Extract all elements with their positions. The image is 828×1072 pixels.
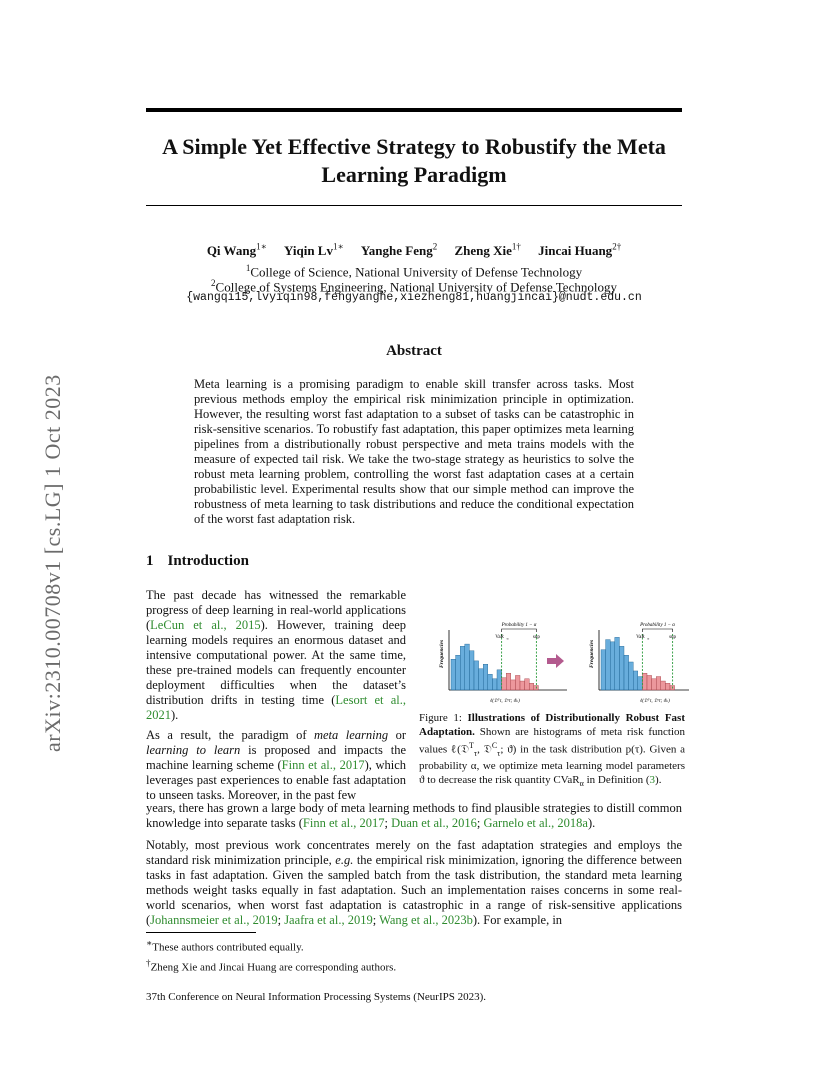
probability-brace — [502, 629, 537, 632]
title-bottom-rule — [146, 205, 682, 206]
author-emails: {wangqi15,lvyiqin98,fengyanghe,xiezheng81,huangjincai}@nudt.edu.cn — [186, 291, 642, 304]
histogram-bar-blue — [619, 646, 624, 690]
histogram-bar-red — [656, 677, 661, 690]
footnotes — [146, 936, 396, 975]
definition-ref-link[interactable]: 3 — [649, 773, 656, 786]
histogram-bar-red — [647, 675, 652, 690]
paper-title-line-2: Learning Paradigm — [321, 162, 507, 187]
var-label-subscript: α — [647, 636, 650, 641]
author: Zheng Xie$^{1\dagger}$ — [454, 242, 521, 259]
intro-paragraph-2: As a result, the paradigm of meta learning or learning to learn is proposed and impacts the machine learning scheme (Finn et al., 2017), which leverages past experiences to enable fast adaptation to unseen tasks. Moreover, in the past few — [146, 728, 406, 802]
probability-brace — [642, 629, 672, 632]
paper-title-line-1: A Simple Yet Effective Strategy to Robustify the Meta — [162, 134, 666, 159]
intro-paragraph-2-continued: years, there has grown a large body of meta learning methods to find plausible strategies to distill common knowledge into separate tasks (Finn et al., 2017; Duan et al., 2016; Garnelo et al., 2018a). — [146, 801, 682, 830]
histogram-bar-blue — [474, 661, 479, 690]
histogram-bar-blue — [629, 662, 634, 690]
footnote-2: †Zheng Xie and Jincai Huang are corresponding authors. — [146, 957, 397, 974]
figure-1-caption: Figure 1: Illustrations of Distributionally Robust Fast Adaptation. Shown are histograms of meta risk function values ℓ(𝔇$^T_\tau$, 𝔇$^C_\tau$; ϑ) in the task distribution p(τ). Given a probability α, we optimize meta learning model parameters ϑ to decrease the risk quantity CVaR$_\alpha$ in Definition (3). — [419, 712, 685, 789]
affiliation-1: $^1$College of Science, National University of Defense Technology — [245, 263, 583, 280]
histogram-bar-blue — [497, 670, 502, 690]
paper-title — [130, 133, 698, 189]
histogram-bar-blue — [633, 671, 638, 690]
sup-label: sup — [669, 635, 677, 640]
histogram-bar-red — [515, 675, 520, 690]
histogram-bar-red — [511, 680, 516, 690]
var-label: VaR — [636, 635, 645, 640]
x-axis-label: ℓ(𝔇ᵀτ, 𝔇ᶜτ; ϑₖ) — [640, 699, 670, 704]
arrow-shape — [547, 654, 564, 668]
affiliation-2: $^2$College of Systems Engineering, National University of Defense Technology — [211, 278, 617, 295]
footnote-rule — [146, 932, 256, 933]
citation-link[interactable]: LeCun et al., 2015 — [150, 618, 261, 632]
sup-label: sup — [532, 635, 540, 640]
abstract-text: Meta learning is a promising paradigm to enable skill transfer across tasks. Most previous methods employ the empirical risk minimization principle in optimization. However, the resulting worst fast adaptation to a subset of tasks can be catastrophic in risk-sensitive scenarios. To robustify fast adaptation, this paper optimizes meta learning pipelines from a distributionally robust perspective and meta trains models with the measure of expected tail risk. We take the two-stage strategy as heuristics to solve the robust meta learning problem, controlling the worst fast adaptation cases at a certain probabilistic level. Experimental results show that our simple method can improve the robustness of meta learning to task distributions and reduce the conditional expectation of the worst fast adaptation risk. — [194, 377, 634, 526]
citation-link[interactable]: Finn et al., 2017 — [302, 816, 385, 830]
histogram-bar-blue — [460, 646, 465, 690]
histogram-bar-blue — [469, 651, 474, 690]
author: Jincai Huang$^{2\dagger}$ — [538, 242, 622, 259]
section-heading: 1 Introduction — [146, 553, 249, 569]
author-list — [130, 242, 698, 259]
author: Yiqin $Lv^{1∗}$ — [283, 242, 344, 259]
histogram-bar-red — [529, 683, 534, 690]
author: Qi Wang$^{1∗}$ — [206, 242, 267, 259]
histogram-bar-blue — [624, 655, 629, 690]
histogram-bar-blue — [465, 644, 470, 690]
citation-link[interactable]: Garnelo et al., 2018a — [483, 816, 588, 830]
y-axis-label: Frequencies — [439, 639, 445, 668]
intro-paragraph-3: Notably, most previous work concentrates merely on the fast adaptation strategies and employs the standard risk minimization principle, e.g. the empirical risk minimization, ignoring the difference between tasks in fast adaptation. Given the sampled batch from the task distribution, the standard meta learning methods weight tasks equally in fast adaptation. Such an implementation raises concerns in some real-world scenarios, when worst fast adaptation is catastrophic in a range of risk-sensitive applications (Johannsmeier et al., 2019; Jaafra et al., 2019; Wang et al., 2023b). For example, in — [146, 838, 682, 927]
histogram-panel-after — [589, 623, 689, 704]
abstract-heading: Abstract — [386, 343, 442, 359]
citation-link[interactable]: Lesort et al., 2021 — [146, 693, 406, 722]
histogram-bar-red — [520, 681, 525, 690]
footnote-1: ∗These authors contributed equally. — [146, 938, 304, 954]
y-axis-label: Frequencies — [589, 639, 595, 668]
author: Yanghe Feng$^2$ — [360, 242, 438, 259]
transition-arrow-icon — [547, 654, 564, 668]
histogram-bar-red — [661, 681, 666, 690]
histogram-bar-red — [642, 673, 647, 690]
histogram-bar-red — [525, 679, 530, 690]
citation-link[interactable]: Jaafra et al., 2019 — [284, 913, 373, 927]
histogram-bar-blue — [479, 669, 484, 690]
citation-link[interactable]: Finn et al., 2017 — [281, 758, 365, 772]
histogram-bar-blue — [483, 664, 488, 690]
histogram-bar-blue — [601, 650, 606, 690]
histogram-bar-blue — [492, 679, 497, 690]
citation-link[interactable]: Johannsmeier et al., 2019 — [150, 913, 278, 927]
intro-paragraph-1: The past decade has witnessed the remarkable progress of deep learning in real-world applications (LeCun et al., 2015). However, training deep learning models requires an enormous dataset and intensive computational power. At the same time, these pre-trained models can frequently encounter deployment difficulties when the dataset’s distribution drifts in testing time (Lesort et al., 2021). — [146, 588, 406, 722]
title-top-rule — [146, 108, 682, 112]
histogram-bar-blue — [606, 640, 611, 690]
conference-note: 37th Conference on Neural Information Processing Systems (NeurIPS 2023). — [146, 991, 487, 1003]
histogram-bar-red — [665, 683, 670, 690]
histogram-bar-red — [652, 679, 657, 690]
figure-1-illustration — [425, 612, 689, 706]
histogram-bar-red — [502, 678, 507, 690]
citation-link[interactable]: Wang et al., 2023b — [379, 913, 473, 927]
x-axis-label: ℓ(𝔇ᵀτ, 𝔇ᶜτ; ϑₖ) — [490, 699, 520, 704]
probability-label: Probability 1 − α — [501, 623, 537, 628]
histogram-bar-blue — [610, 642, 615, 690]
histogram-bar-blue — [451, 659, 456, 690]
histogram-bar-blue — [615, 637, 620, 690]
var-label-subscript: α — [506, 636, 509, 641]
arxiv-identifier: arXiv:2310.00708v1 [cs.LG] 1 Oct 2023 — [40, 374, 65, 752]
histogram-bar-blue — [488, 674, 493, 690]
citation-link[interactable]: Duan et al., 2016 — [391, 816, 477, 830]
var-label: VaR — [495, 635, 504, 640]
histogram-bar-red — [506, 673, 511, 690]
histogram-bar-blue — [456, 655, 461, 690]
probability-label: Probability 1 − α — [640, 623, 675, 628]
histogram-bar-blue — [638, 677, 643, 690]
